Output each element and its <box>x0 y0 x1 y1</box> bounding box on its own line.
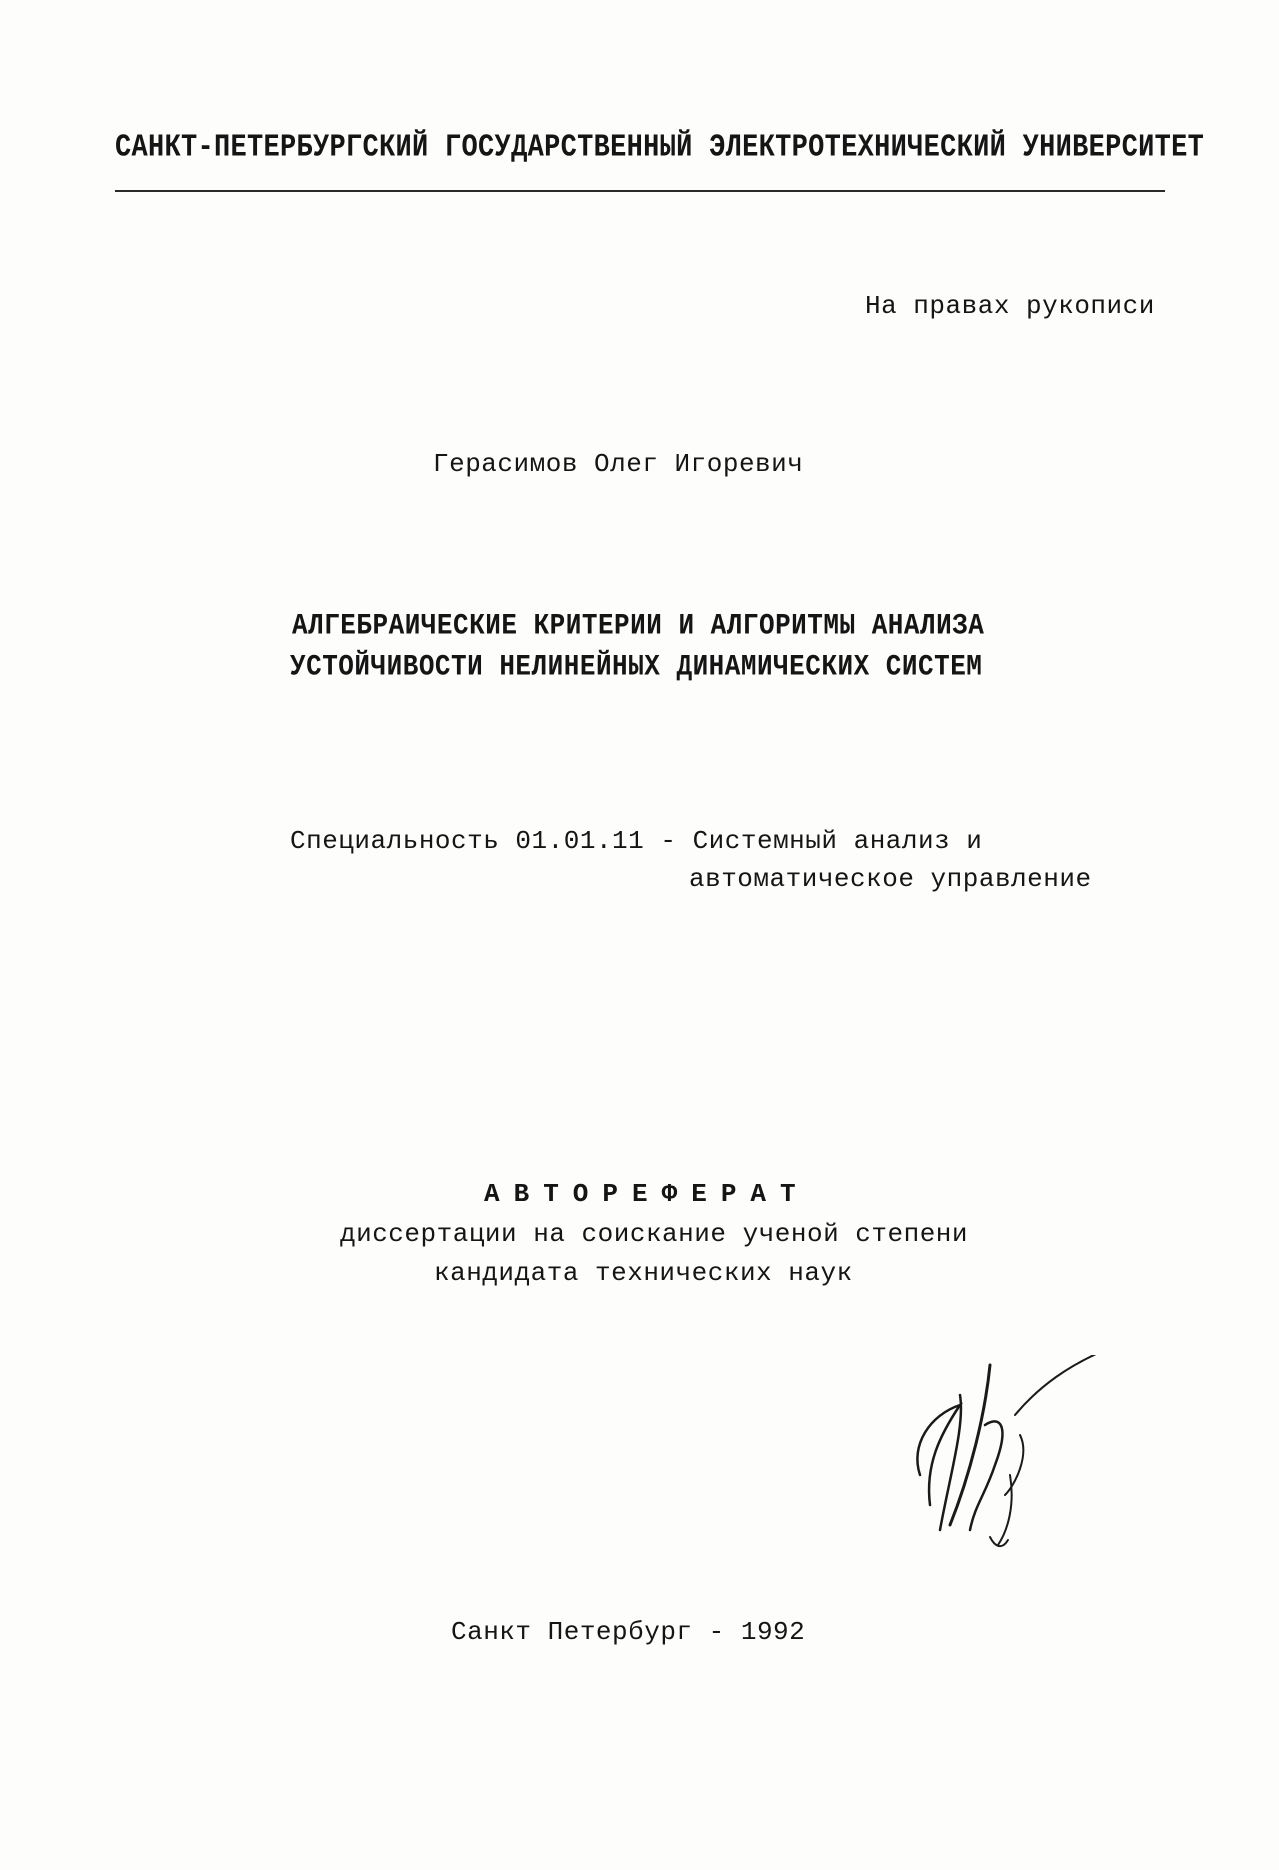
specialty-line-1: Специальность 01.01.11 - Системный анализ и <box>290 826 983 856</box>
handwritten-signature <box>890 1355 1120 1555</box>
dissertation-title-line-1: АЛГЕБРАИЧЕСКИЕ КРИТЕРИИ И АЛГОРИТМЫ АНАЛИЗА <box>292 608 985 643</box>
author-name: Герасимов Олег Игоревич <box>433 449 804 479</box>
abstract-line-1: диссертации на соискание ученой степени <box>340 1219 968 1249</box>
abstract-title: АВТОРЕФЕРАТ <box>484 1179 810 1209</box>
abstract-line-2: кандидата технических наук <box>434 1258 853 1288</box>
dissertation-title-line-2: УСТОЙЧИВОСТИ НЕЛИНЕЙНЫХ ДИНАМИЧЕСКИХ СИСТЕМ <box>290 649 983 684</box>
university-name: САНКТ-ПЕТЕРБУРГСКИЙ ГОСУДАРСТВЕННЫЙ ЭЛЕКТРОТЕХНИЧЕСКИЙ УНИВЕРСИТЕТ <box>115 131 1205 166</box>
specialty-line-2: автоматическое управление <box>689 864 1092 894</box>
rights-note: На правах рукописи <box>865 291 1155 321</box>
header-divider <box>115 190 1165 192</box>
place-and-year: Санкт Петербург - 1992 <box>451 1617 806 1647</box>
